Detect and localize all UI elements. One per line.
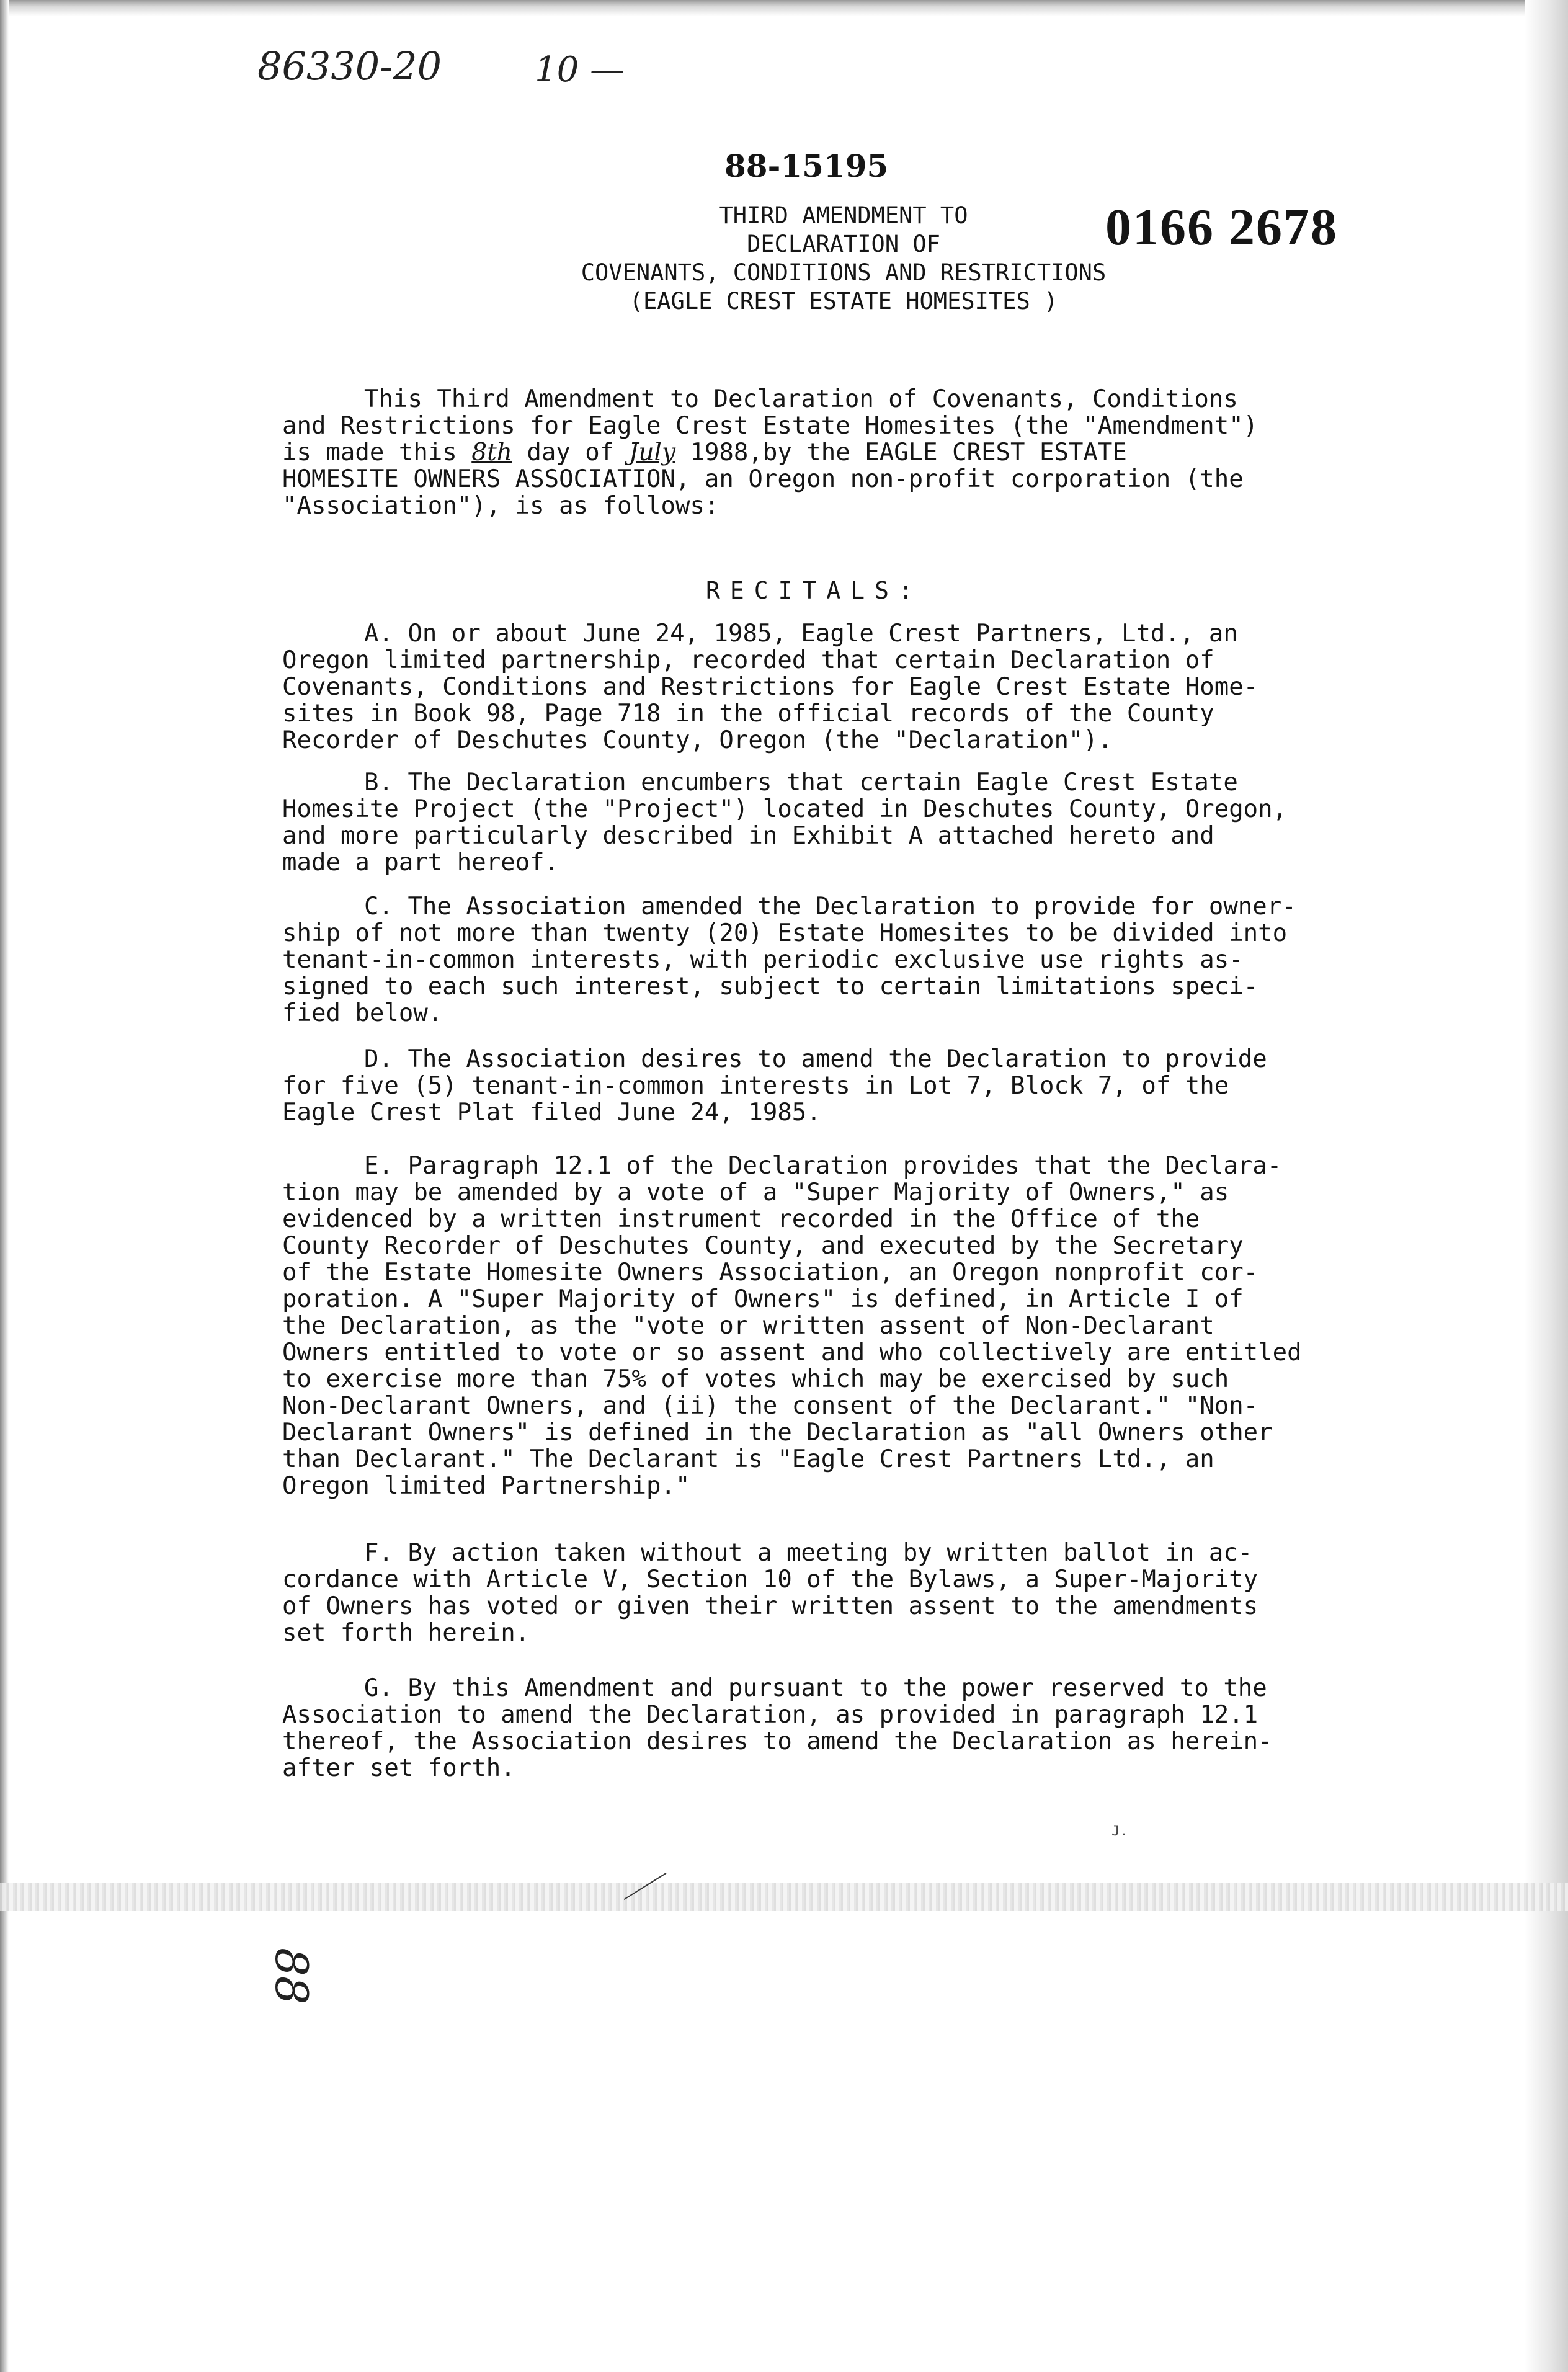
recital-d-line: Eagle Crest Plat filed June 24, 1985. <box>282 1099 821 1126</box>
intro-text: 1988,by the EAGLE CREST ESTATE <box>690 439 1127 466</box>
intro-line: "Association"), is as follows: <box>282 492 719 520</box>
recital-f-line: F. By action taken without a meeting by written ballot in ac- <box>364 1539 1253 1567</box>
recital-b <box>282 769 1486 876</box>
recital-a-line: A. On or about June 24, 1985, Eagle Crest Partners, Ltd., an <box>364 620 1238 648</box>
recital-e-line: E. Paragraph 12.1 of the Declaration provides that the Declara- <box>364 1152 1282 1180</box>
recital-e-line: evidenced by a written instrument recorded in the Office of the <box>282 1205 1200 1233</box>
recital-f-line: cordance with Article V, Section 10 of the Bylaws, a Super-Majority <box>282 1566 1258 1594</box>
title-line-1: THIRD AMENDMENT TO <box>719 202 968 229</box>
handwritten-reference: 86330-20 <box>257 43 442 89</box>
recital-e-line: of the Estate Homesite Owners Association, an Oregon nonprofit cor- <box>282 1259 1258 1286</box>
recital-c-line: signed to each such interest, subject to certain limitations speci- <box>282 973 1258 1001</box>
scan-edge-left <box>0 0 9 2372</box>
recital-b-line: Homesite Project (the "Project") located in Deschutes County, Oregon, <box>282 795 1288 823</box>
recital-e-line: Declarant Owners" is defined in the Declaration as "all Owners other <box>282 1419 1273 1447</box>
recital-e-line: County Recorder of Deschutes County, and executed by the Secretary <box>282 1232 1244 1260</box>
document-number: 88-15195 <box>724 148 889 184</box>
recital-e-line: tion may be amended by a vote of a "Super Majority of Owners," as <box>282 1179 1229 1206</box>
recital-g <box>282 1675 1486 1781</box>
recital-f-line: set forth herein. <box>282 1619 530 1647</box>
intro-text: is made this <box>282 439 457 466</box>
recital-g-line: G. By this Amendment and pursuant to the power reserved to the <box>364 1674 1267 1702</box>
recital-c-line: tenant-in-common interests, with periodic exclusive use rights as- <box>282 946 1244 974</box>
small-mark: J. <box>1111 1824 1128 1839</box>
intro-text: day of <box>527 439 615 466</box>
recital-c-line: C. The Association amended the Declaration to provide for owner- <box>364 893 1296 921</box>
recital-c <box>282 893 1486 1027</box>
scan-edge-right <box>1525 0 1568 2372</box>
handwritten-month: July <box>628 439 675 466</box>
title-line-2: DECLARATION OF <box>747 231 940 257</box>
scan-artifact-band <box>0 1883 1568 1911</box>
recital-a-line: Recorder of Deschutes County, Oregon (the "Declaration"). <box>282 726 1113 754</box>
title-line-4: (EAGLE CREST ESTATE HOMESITES ) <box>629 288 1058 314</box>
recital-a-line: Covenants, Conditions and Restrictions for Eagle Crest Estate Home- <box>282 673 1258 701</box>
recital-a-line: Oregon limited partnership, recorded that certain Declaration of <box>282 646 1214 674</box>
intro-line-date <box>282 439 1486 466</box>
recital-e-line: to exercise more than 75% of votes which may be exercised by such <box>282 1365 1229 1393</box>
recital-d-line: D. The Association desires to amend the Declaration to provide <box>364 1045 1267 1073</box>
handwritten-mark: 10 — <box>535 50 625 90</box>
recital-e-line: poration. A "Super Majority of Owners" is defined, in Article I of <box>282 1285 1244 1313</box>
recital-b-line: and more particularly described in Exhibit A attached hereto and <box>282 822 1214 850</box>
recital-e-line: than Declarant." The Declarant is "Eagle Crest Partners Ltd., an <box>282 1445 1214 1473</box>
document-title <box>434 202 1253 316</box>
recital-g-line: Association to amend the Declaration, as provided in paragraph 12.1 <box>282 1701 1258 1729</box>
intro-line: This Third Amendment to Declaration of Covenants, Conditions <box>364 385 1238 413</box>
intro-line: HOMESITE OWNERS ASSOCIATION, an Oregon non-profit corporation (the <box>282 465 1244 493</box>
recital-d <box>282 1046 1486 1126</box>
handwritten-day: 8th <box>471 439 512 466</box>
recital-e-line: Non-Declarant Owners, and (ii) the consent of the Declarant." "Non- <box>282 1392 1258 1420</box>
recital-c-line: fied below. <box>282 999 443 1027</box>
recital-f-line: of Owners has voted or given their written assent to the amendments <box>282 1592 1258 1620</box>
recital-e-line: Oregon limited Partnership." <box>282 1472 690 1500</box>
recital-g-line: thereof, the Association desires to amend the Declaration as herein- <box>282 1728 1273 1755</box>
recital-e <box>282 1153 1486 1499</box>
recital-e-line: Owners entitled to vote or so assent and who collectively are entitled <box>282 1339 1302 1367</box>
intro-line: and Restrictions for Eagle Crest Estate Homesites (the "Amendment") <box>282 412 1258 440</box>
rotated-mark: 88 <box>265 1948 318 2005</box>
intro-paragraph <box>282 386 1486 519</box>
recital-a <box>282 620 1486 754</box>
recording-stamp-number: 0166 2678 <box>1105 198 1338 256</box>
recital-d-line: for five (5) tenant-in-common interests in Lot 7, Block 7, of the <box>282 1072 1229 1100</box>
recital-f <box>282 1540 1486 1646</box>
recital-b-line: B. The Declaration encumbers that certain Eagle Crest Estate <box>364 769 1238 796</box>
recital-a-line: sites in Book 98, Page 718 in the official records of the County <box>282 700 1214 728</box>
recital-c-line: ship of not more than twenty (20) Estate Homesites to be divided into <box>282 919 1288 947</box>
scan-edge-top <box>0 0 1568 16</box>
title-line-3: COVENANTS, CONDITIONS AND RESTRICTIONS <box>581 259 1107 286</box>
recitals-heading: RECITALS: <box>706 577 923 604</box>
recital-b-line: made a part hereof. <box>282 849 559 876</box>
recital-e-line: the Declaration, as the "vote or written assent of Non-Declarant <box>282 1312 1214 1340</box>
recital-g-line: after set forth. <box>282 1754 515 1782</box>
